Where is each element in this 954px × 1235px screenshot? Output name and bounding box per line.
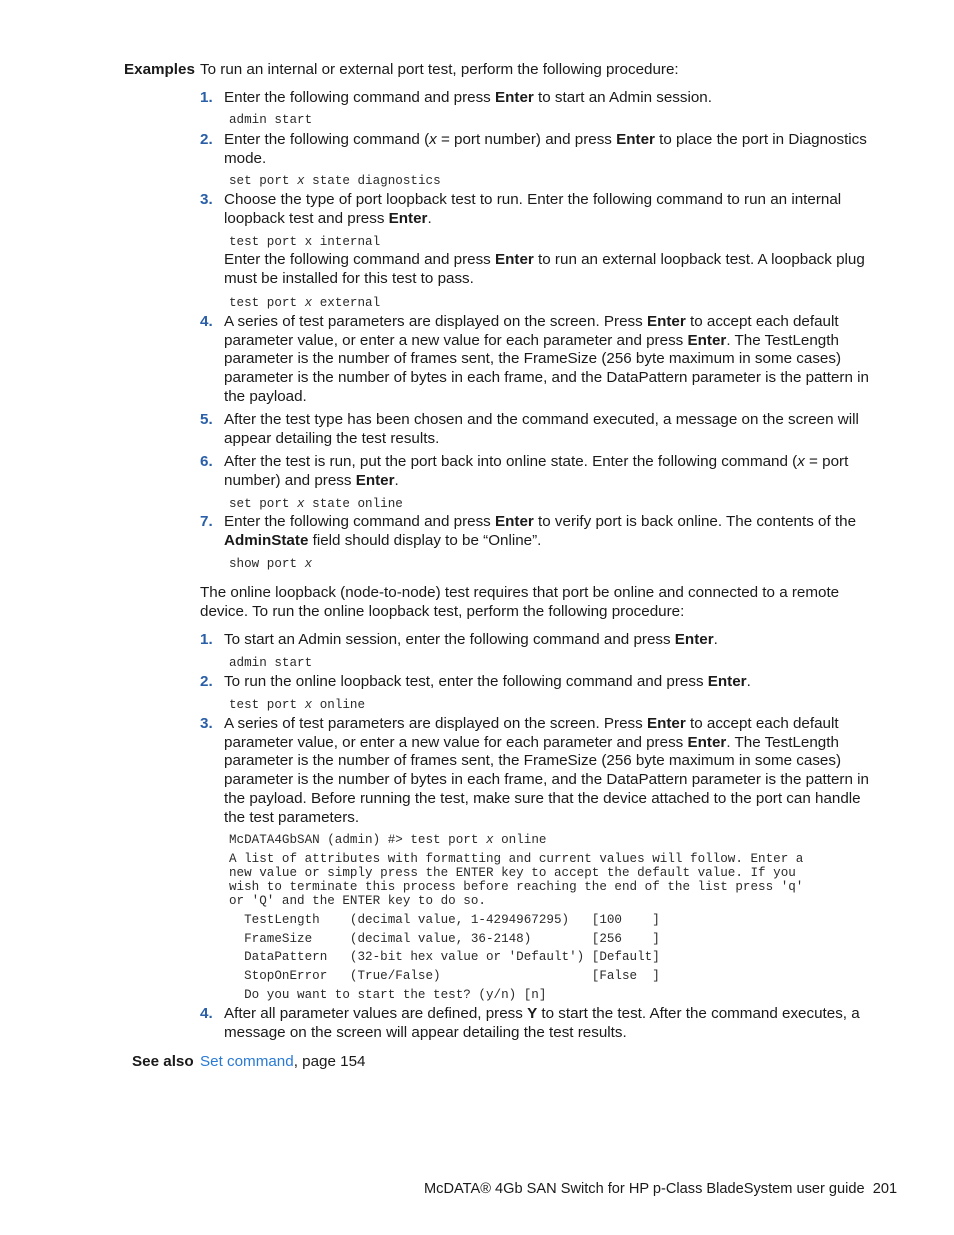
online-step-3-text-line6: the test parameters.	[224, 809, 360, 826]
step-3-external-text-line2: must be installed for this test to pass.	[224, 270, 474, 287]
step-number: 2.	[200, 131, 213, 148]
online-step-4-text: After all parameter values are defined, press Y to start the test. After the command executes, a	[224, 1005, 860, 1022]
step-number: 5.	[200, 411, 213, 428]
online-step-3-text-line2: parameter value, or enter a new value for each parameter and press Enter. The TestLength	[224, 734, 839, 751]
online-step-3-text: A series of test parameters are displayed on the screen. Press Enter to accept each default	[224, 715, 839, 732]
code-show-port: show port x	[229, 557, 313, 571]
code-test-port-online: test port x online	[229, 698, 366, 712]
code-output-line: or 'Q' and the ENTER key to do so.	[229, 894, 486, 908]
step-4-text-line2: parameter value, or enter a new value for each parameter and press Enter. The TestLength	[224, 332, 839, 349]
step-6-text-line2: number) and press Enter.	[224, 472, 399, 489]
set-command-link[interactable]: Set command	[200, 1053, 294, 1070]
code-param-row: StopOnError (True/False) [False ]	[229, 969, 660, 983]
code-prompt: McDATA4GbSAN (admin) #> test port x online	[229, 833, 547, 847]
footer-title: McDATA® 4Gb SAN Switch for HP p-Class BladeSystem user guide	[424, 1181, 865, 1197]
code-param-row: FrameSize (decimal value, 36-2148) [256 ]	[229, 932, 660, 946]
step-number: 1.	[200, 631, 213, 648]
online-step-3-text-line5: the payload. Before running the test, make sure that the device attached to the port can handle	[224, 790, 861, 807]
step-7-text-line2: AdminState field should display to be “Online”.	[224, 532, 542, 549]
code-set-port-diagnostics: set port x state diagnostics	[229, 174, 441, 188]
step-number: 4.	[200, 1005, 213, 1022]
code-test-port-external: test port x external	[229, 296, 381, 310]
online-intro-line1: The online loopback (node-to-node) test requires that port be online and connected to a remote	[200, 584, 840, 601]
step-5-text-line2: appear detailing the test results.	[224, 430, 440, 447]
code-start-prompt: Do you want to start the test? (y/n) [n]	[229, 988, 547, 1002]
step-number: 1.	[200, 89, 213, 106]
step-4-text-line4: parameter is the number of bytes in each frame, and the DataPattern parameter is the pattern in	[224, 369, 869, 386]
code-param-row: TestLength (decimal value, 1-4294967295) [100 ]	[229, 913, 660, 927]
step-number: 2.	[200, 673, 213, 690]
online-step-3-text-line4: parameter is the number of bytes in each frame, and the DataPattern parameter is the pattern in	[224, 771, 869, 788]
step-number: 3.	[200, 715, 213, 732]
code-set-port-online: set port x state online	[229, 497, 403, 511]
step-2-text-line2: mode.	[224, 150, 267, 167]
intro-text: To run an internal or external port test, perform the following procedure:	[200, 61, 679, 78]
online-step-4-text-line2: message on the screen will appear detailing the test results.	[224, 1024, 627, 1041]
code-admin-start: admin start	[229, 656, 313, 670]
step-2-text: Enter the following command (x = port number) and press Enter to place the port in Diagnostics	[224, 131, 867, 148]
step-4-text-line5: the payload.	[224, 388, 307, 405]
online-intro-line2: device. To run the online loopback test, perform the following procedure:	[200, 603, 685, 620]
step-4-text: A series of test parameters are displayed on the screen. Press Enter to accept each default	[224, 313, 839, 330]
see-also-text: Set command, page 154	[200, 1053, 366, 1070]
code-output-line: new value or simply press the ENTER key to accept the default value. If you	[229, 866, 796, 880]
step-7-text: Enter the following command and press Enter to verify port is back online. The contents of the	[224, 513, 857, 530]
step-number: 4.	[200, 313, 213, 330]
step-number: 3.	[200, 191, 213, 208]
see-also-label: See also	[132, 1053, 194, 1070]
step-5-text: After the test type has been chosen and the command executed, a message on the screen will	[224, 411, 859, 428]
code-output-line: A list of attributes with formatting and current values will follow. Enter a	[229, 852, 804, 866]
step-3-external-text: Enter the following command and press Enter to run an external loopback test. A loopback plug	[224, 251, 865, 268]
code-admin-start: admin start	[229, 113, 313, 127]
step-number: 7.	[200, 513, 213, 530]
online-step-3-text-line3: parameter is the number of frames sent, the FrameSize (256 byte maximum in some cases)	[224, 752, 842, 769]
code-param-row: DataPattern (32-bit hex value or 'Default') [Default]	[229, 950, 660, 964]
step-4-text-line3: parameter is the number of frames sent, the FrameSize (256 byte maximum in some cases)	[224, 350, 842, 367]
online-step-1-text: To start an Admin session, enter the following command and press Enter.	[224, 631, 718, 648]
step-number: 6.	[200, 453, 213, 470]
examples-label: Examples	[124, 61, 195, 78]
footer	[424, 1180, 897, 1199]
step-6-text: After the test is run, put the port back into online state. Enter the following command (x = port	[224, 453, 849, 470]
code-output-line: wish to terminate this process before reaching the end of the list press 'q'	[229, 880, 804, 894]
online-step-2-text: To run the online loopback test, enter the following command and press Enter.	[224, 673, 751, 690]
page-number: 201	[872, 1181, 898, 1197]
step-3-text: Choose the type of port loopback test to run. Enter the following command to run an internal	[224, 191, 842, 208]
step-1-text: Enter the following command and press Enter to start an Admin session.	[224, 89, 712, 106]
code-test-port-internal: test port x internal	[229, 235, 381, 249]
step-3-text-line2: loopback test and press Enter.	[224, 210, 432, 227]
